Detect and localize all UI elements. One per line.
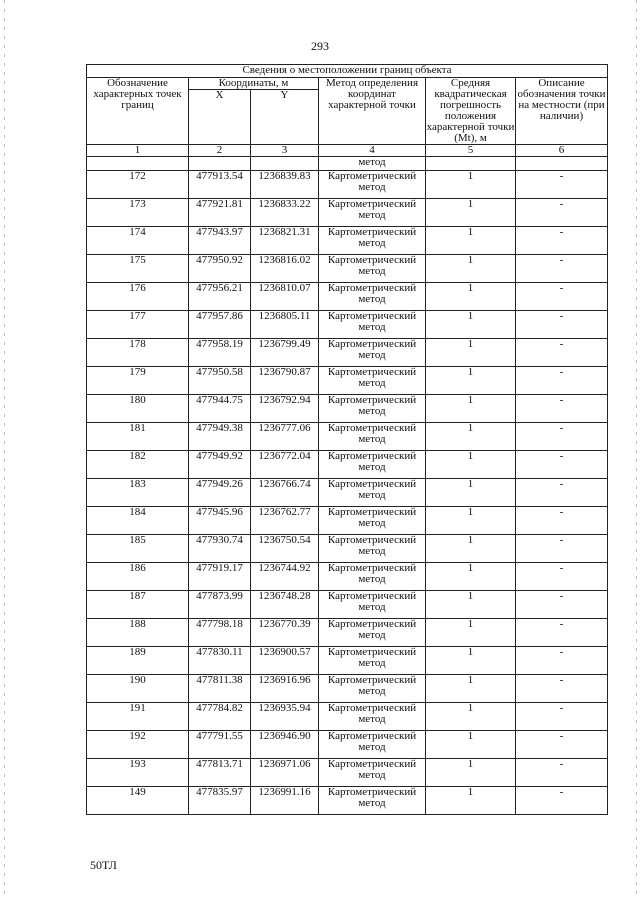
- table-row: [87, 171, 608, 199]
- x-coordinate-cell: 477949.38: [189, 423, 251, 451]
- x-coordinate-cell: 477950.58: [189, 367, 251, 395]
- description-cell: -: [516, 703, 608, 731]
- y-coordinate-cell: 1236946.90: [251, 731, 319, 759]
- description-cell: -: [516, 367, 608, 395]
- point-cell: 186: [87, 563, 189, 591]
- y-coordinate-cell: 1236750.54: [251, 535, 319, 563]
- table-row: [87, 255, 608, 283]
- column-number: 6: [516, 145, 608, 157]
- description-cell: -: [516, 451, 608, 479]
- header-method: Метод определения координат характерной точки: [319, 78, 426, 145]
- point-cell: 149: [87, 787, 189, 815]
- point-cell: 175: [87, 255, 189, 283]
- column-number: 2: [189, 145, 251, 157]
- description-cell: -: [516, 227, 608, 255]
- table-row: [87, 507, 608, 535]
- method-cell: Картометрический метод: [319, 535, 426, 563]
- x-coordinate-cell: 477873.99: [189, 591, 251, 619]
- method-cell: Картометрический метод: [319, 619, 426, 647]
- x-coordinate-cell: 477930.74: [189, 535, 251, 563]
- point-cell: 172: [87, 171, 189, 199]
- column-number: 4: [319, 145, 426, 157]
- description-cell: -: [516, 395, 608, 423]
- error-cell: 1: [426, 647, 516, 675]
- continuation-cell: [516, 157, 608, 171]
- y-coordinate-cell: 1236777.06: [251, 423, 319, 451]
- continuation-cell: [426, 157, 516, 171]
- error-cell: 1: [426, 479, 516, 507]
- method-cell: Картометрический метод: [319, 339, 426, 367]
- x-coordinate-cell: 477949.92: [189, 451, 251, 479]
- description-cell: -: [516, 647, 608, 675]
- x-coordinate-cell: 477956.21: [189, 283, 251, 311]
- error-cell: 1: [426, 591, 516, 619]
- error-cell: 1: [426, 339, 516, 367]
- table-row: [87, 283, 608, 311]
- column-number-row: [87, 145, 608, 157]
- description-cell: -: [516, 199, 608, 227]
- header-point: Обозначение характерных точек границ: [87, 78, 189, 145]
- method-cell: Картометрический метод: [319, 283, 426, 311]
- method-cell: Картометрический метод: [319, 507, 426, 535]
- method-cell: Картометрический метод: [319, 703, 426, 731]
- footer-code: 50ТЛ: [90, 858, 117, 872]
- description-cell: -: [516, 591, 608, 619]
- description-cell: -: [516, 619, 608, 647]
- table-row: [87, 675, 608, 703]
- x-coordinate-cell: 477835.97: [189, 787, 251, 815]
- method-cell: Картометрический метод: [319, 647, 426, 675]
- y-coordinate-cell: 1236792.94: [251, 395, 319, 423]
- x-coordinate-cell: 477950.92: [189, 255, 251, 283]
- description-cell: -: [516, 479, 608, 507]
- description-cell: -: [516, 339, 608, 367]
- continuation-cell: [251, 157, 319, 171]
- point-cell: 180: [87, 395, 189, 423]
- point-cell: 174: [87, 227, 189, 255]
- x-coordinate-cell: 477913.54: [189, 171, 251, 199]
- description-cell: -: [516, 255, 608, 283]
- method-cell: Картометрический метод: [319, 395, 426, 423]
- table-row: [87, 395, 608, 423]
- error-cell: 1: [426, 395, 516, 423]
- y-coordinate-cell: 1236839.83: [251, 171, 319, 199]
- point-cell: 177: [87, 311, 189, 339]
- table-row: [87, 563, 608, 591]
- description-cell: -: [516, 535, 608, 563]
- point-cell: 181: [87, 423, 189, 451]
- method-cell: Картометрический метод: [319, 171, 426, 199]
- description-cell: -: [516, 563, 608, 591]
- y-coordinate-cell: 1236762.77: [251, 507, 319, 535]
- y-coordinate-cell: 1236833.22: [251, 199, 319, 227]
- scan-right-edge: [636, 0, 637, 899]
- continuation-row: [87, 157, 608, 171]
- x-coordinate-cell: 477949.26: [189, 479, 251, 507]
- header-description: Описание обозначения точки на местности (при наличии): [516, 78, 608, 145]
- y-coordinate-cell: 1236810.07: [251, 283, 319, 311]
- method-cell: Картометрический метод: [319, 227, 426, 255]
- table-row: [87, 311, 608, 339]
- description-cell: -: [516, 731, 608, 759]
- method-cell: Картометрический метод: [319, 675, 426, 703]
- header-coordinates: Координаты, м: [189, 78, 319, 90]
- description-cell: -: [516, 759, 608, 787]
- column-number: 1: [87, 145, 189, 157]
- header-error: Средняя квадратическая погрешность положения характерной точки (Mt), м: [426, 77, 515, 144]
- column-number: 3: [251, 145, 319, 157]
- method-cell: Картометрический метод: [319, 591, 426, 619]
- x-coordinate-cell: 477791.55: [189, 731, 251, 759]
- point-cell: 189: [87, 647, 189, 675]
- table-row: [87, 703, 608, 731]
- point-cell: 176: [87, 283, 189, 311]
- y-coordinate-cell: 1236799.49: [251, 339, 319, 367]
- error-cell: 1: [426, 619, 516, 647]
- point-cell: 178: [87, 339, 189, 367]
- table-row: [87, 479, 608, 507]
- y-coordinate-cell: 1236991.16: [251, 787, 319, 815]
- description-cell: -: [516, 423, 608, 451]
- point-cell: 184: [87, 507, 189, 535]
- method-cell: Картометрический метод: [319, 787, 426, 815]
- error-cell: 1: [426, 535, 516, 563]
- y-coordinate-cell: 1236766.74: [251, 479, 319, 507]
- x-coordinate-cell: 477945.96: [189, 507, 251, 535]
- point-cell: 173: [87, 199, 189, 227]
- y-coordinate-cell: 1236821.31: [251, 227, 319, 255]
- error-cell: 1: [426, 507, 516, 535]
- table-row: [87, 647, 608, 675]
- x-coordinate-cell: 477957.86: [189, 311, 251, 339]
- description-cell: -: [516, 311, 608, 339]
- error-cell: 1: [426, 283, 516, 311]
- scan-left-edge: [4, 0, 5, 899]
- error-cell: 1: [426, 563, 516, 591]
- point-cell: 192: [87, 731, 189, 759]
- x-coordinate-cell: 477921.81: [189, 199, 251, 227]
- error-cell: 1: [426, 423, 516, 451]
- method-cell: Картометрический метод: [319, 311, 426, 339]
- table-row: [87, 731, 608, 759]
- y-coordinate-cell: 1236748.28: [251, 591, 319, 619]
- y-coordinate-cell: 1236816.02: [251, 255, 319, 283]
- column-number: 5: [426, 145, 516, 157]
- table-banner-row: [87, 65, 608, 78]
- y-coordinate-cell: 1236744.92: [251, 563, 319, 591]
- description-cell: -: [516, 675, 608, 703]
- header-row: [87, 78, 608, 90]
- table-row: [87, 451, 608, 479]
- method-cell: Картометрический метод: [319, 759, 426, 787]
- point-cell: 193: [87, 759, 189, 787]
- description-cell: -: [516, 283, 608, 311]
- table-row: [87, 367, 608, 395]
- x-coordinate-cell: 477943.97: [189, 227, 251, 255]
- x-coordinate-cell: 477830.11: [189, 647, 251, 675]
- point-cell: 191: [87, 703, 189, 731]
- method-cell: Картометрический метод: [319, 255, 426, 283]
- header-x: X: [189, 90, 251, 145]
- y-coordinate-cell: 1236916.96: [251, 675, 319, 703]
- point-cell: 179: [87, 367, 189, 395]
- x-coordinate-cell: 477944.75: [189, 395, 251, 423]
- table-row: [87, 199, 608, 227]
- table-row: [87, 787, 608, 815]
- y-coordinate-cell: 1236790.87: [251, 367, 319, 395]
- method-cell: Картометрический метод: [319, 731, 426, 759]
- boundary-points-table: [86, 64, 608, 815]
- table-row: [87, 227, 608, 255]
- method-cell: Картометрический метод: [319, 367, 426, 395]
- error-cell: 1: [426, 367, 516, 395]
- method-cell: Картометрический метод: [319, 199, 426, 227]
- y-coordinate-cell: 1236770.39: [251, 619, 319, 647]
- header-y: Y: [251, 90, 319, 145]
- error-cell: 1: [426, 199, 516, 227]
- error-cell: 1: [426, 451, 516, 479]
- table-row: [87, 591, 608, 619]
- method-cell: Картометрический метод: [319, 563, 426, 591]
- x-coordinate-cell: 477958.19: [189, 339, 251, 367]
- table-row: [87, 619, 608, 647]
- method-cell: Картометрический метод: [319, 479, 426, 507]
- point-cell: 188: [87, 619, 189, 647]
- point-cell: 187: [87, 591, 189, 619]
- description-cell: -: [516, 507, 608, 535]
- x-coordinate-cell: 477919.17: [189, 563, 251, 591]
- error-cell: 1: [426, 255, 516, 283]
- table-row: [87, 339, 608, 367]
- point-cell: 182: [87, 451, 189, 479]
- page-number: 293: [311, 39, 329, 53]
- table-row: [87, 423, 608, 451]
- table-row: [87, 535, 608, 563]
- y-coordinate-cell: 1236900.57: [251, 647, 319, 675]
- continuation-cell: [87, 157, 189, 171]
- error-cell: 1: [426, 675, 516, 703]
- error-cell: 1: [426, 759, 516, 787]
- y-coordinate-cell: 1236935.94: [251, 703, 319, 731]
- continued-method: метод: [319, 157, 426, 171]
- error-cell: 1: [426, 227, 516, 255]
- x-coordinate-cell: 477813.71: [189, 759, 251, 787]
- continuation-cell: [189, 157, 251, 171]
- error-cell: 1: [426, 171, 516, 199]
- error-cell: 1: [426, 311, 516, 339]
- y-coordinate-cell: 1236971.06: [251, 759, 319, 787]
- error-cell: 1: [426, 703, 516, 731]
- table-banner: Сведения о местоположении границ объекта: [87, 65, 608, 78]
- x-coordinate-cell: 477784.82: [189, 703, 251, 731]
- error-cell: 1: [426, 731, 516, 759]
- description-cell: -: [516, 787, 608, 815]
- x-coordinate-cell: 477798.18: [189, 619, 251, 647]
- y-coordinate-cell: 1236805.11: [251, 311, 319, 339]
- error-cell: 1: [426, 787, 516, 815]
- point-cell: 190: [87, 675, 189, 703]
- method-cell: Картометрический метод: [319, 423, 426, 451]
- table-row: [87, 759, 608, 787]
- point-cell: 185: [87, 535, 189, 563]
- point-cell: 183: [87, 479, 189, 507]
- description-cell: -: [516, 171, 608, 199]
- x-coordinate-cell: 477811.38: [189, 675, 251, 703]
- y-coordinate-cell: 1236772.04: [251, 451, 319, 479]
- method-cell: Картометрический метод: [319, 451, 426, 479]
